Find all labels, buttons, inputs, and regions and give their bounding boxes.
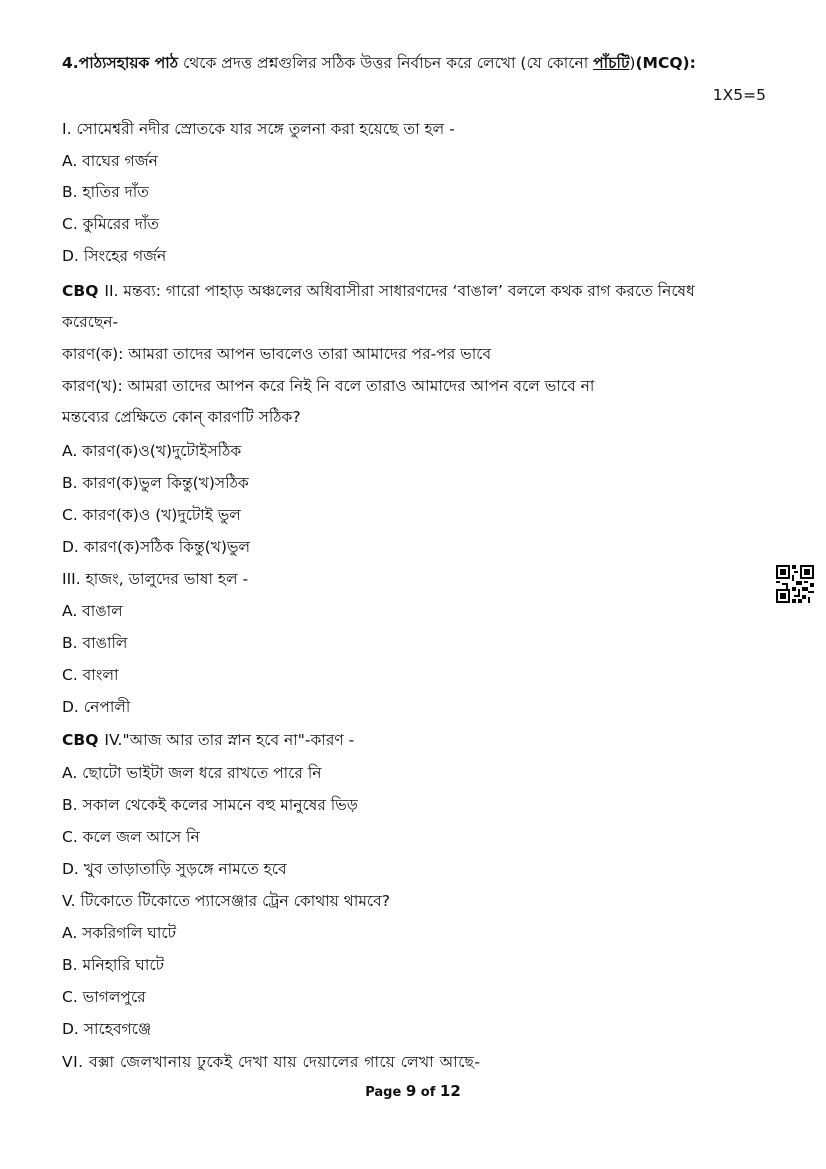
q2-option-a: A. কারণ(ক)ও(খ)দুটোইসঠিক (62, 442, 242, 460)
of-word: of (420, 1085, 436, 1100)
q4-option-b: B. সকাল থেকেই কলের সামনে বহু মানুষের ভিড় (62, 796, 358, 814)
q2-reason-b: কারণ(খ): আমরা তাদের আপন করে নিই নি বলে তারাও আমাদের আপন বলে ভাবে না (62, 377, 595, 395)
page-number: 9 (405, 1082, 417, 1100)
q2-option-b: B. কারণ(ক)ভুল কিন্তু(খ)সঠিক (62, 474, 249, 492)
section-heading (62, 52, 766, 74)
q3-option-c: C. বাংলা (62, 666, 119, 684)
section-title: পাঠ্যসহায়ক পাঠ (78, 54, 179, 72)
q1-option-a: A. বাঘের গর্জন (62, 152, 158, 170)
marks-label: 1X5=5 (712, 86, 766, 104)
page-footer (0, 1082, 826, 1100)
q2-option-d: D. কারণ(ক)সঠিক কিন্তু(খ)ভুল (62, 538, 251, 556)
cbq-tag: CBQ (62, 731, 99, 749)
question-4-text: IV."আজ আর তার স্নান হবে না"-কারণ - (104, 731, 355, 749)
page-word: Page (365, 1085, 402, 1100)
q2-option-c: C. কারণ(ক)ও (খ)দুটোই ভুল (62, 506, 241, 524)
section-number: 4. (62, 54, 79, 72)
q2-reason-a: কারণ(ক): আমরা তাদের আপন ভাবলেও তারা আমাদের পর-পর ভাবে (62, 345, 492, 363)
question-2-line-2: করেছেন- (62, 313, 119, 331)
q5-option-b: B. মনিহারি ঘাটে (62, 956, 165, 974)
q1-option-c: C. কুমিরের দাঁত (62, 215, 160, 233)
question-2-text: II. মন্তব্য: গারো পাহাড় অঞ্চলের অধিবাসীরা সাধারণদের ‘বাঙাল’ বললে কথক রাগ করতে নিষেধ (104, 282, 695, 300)
q3-option-d: D. নেপালী (62, 698, 131, 716)
q4-option-c: C. কলে জল আসে নি (62, 828, 200, 846)
q4-option-d: D. খুব তাড়াতাড়ি সুড়ঙ্গে নামতে হবে (62, 860, 287, 878)
qr-code-icon (776, 565, 814, 603)
q4-option-a: A. ছোটো ভাইটা জল ধরে রাখতে পারে নি (62, 764, 322, 782)
question-6: VI. বক্সা জেলখানায় ঢুকেই দেখা যায় দেয়ালের গায়ে লেখা আছে- (62, 1053, 481, 1071)
q3-option-b: B. বাঙালি (62, 634, 128, 652)
q1-option-d: D. সিংহের গর্জন (62, 247, 167, 265)
question-2-line-1 (62, 280, 766, 302)
q3-option-a: A. বাঙাল (62, 602, 123, 620)
section-instruction: থেকে প্রদত্ত প্রশ্নগুলির সঠিক উত্তর নির্বাচন করে লেখো (যে কোনো (178, 54, 594, 72)
cbq-tag: CBQ (62, 282, 99, 300)
q5-option-d: D. সাহেবগঞ্জে (62, 1020, 152, 1038)
question-4 (62, 729, 766, 751)
q5-option-a: A. সকরিগলি ঘাটে (62, 924, 177, 942)
question-5: V. টিকোতে টিকোতে প্যাসেঞ্জার ট্রেন কোথায় থামবে? (62, 892, 391, 910)
section-paren: ) (629, 54, 636, 72)
page-total: 12 (439, 1082, 461, 1100)
section-count: পাঁচটি (593, 54, 630, 72)
q5-option-c: C. ভাগলপুরে (62, 988, 146, 1006)
section-mcq-label: (MCQ): (635, 54, 696, 72)
q1-option-b: B. হাতির দাঁত (62, 183, 149, 201)
q2-prompt: মন্তব্যের প্রেক্ষিতে কোন্ কারণটি সঠিক? (62, 408, 301, 426)
question-3: III. হাজং, ডালুদের ভাষা হল - (62, 570, 249, 588)
question-1: I. সোমেশ্বরী নদীর স্রোতকে যার সঙ্গে তুলনা করা হয়েছে তা হল - (62, 120, 455, 138)
